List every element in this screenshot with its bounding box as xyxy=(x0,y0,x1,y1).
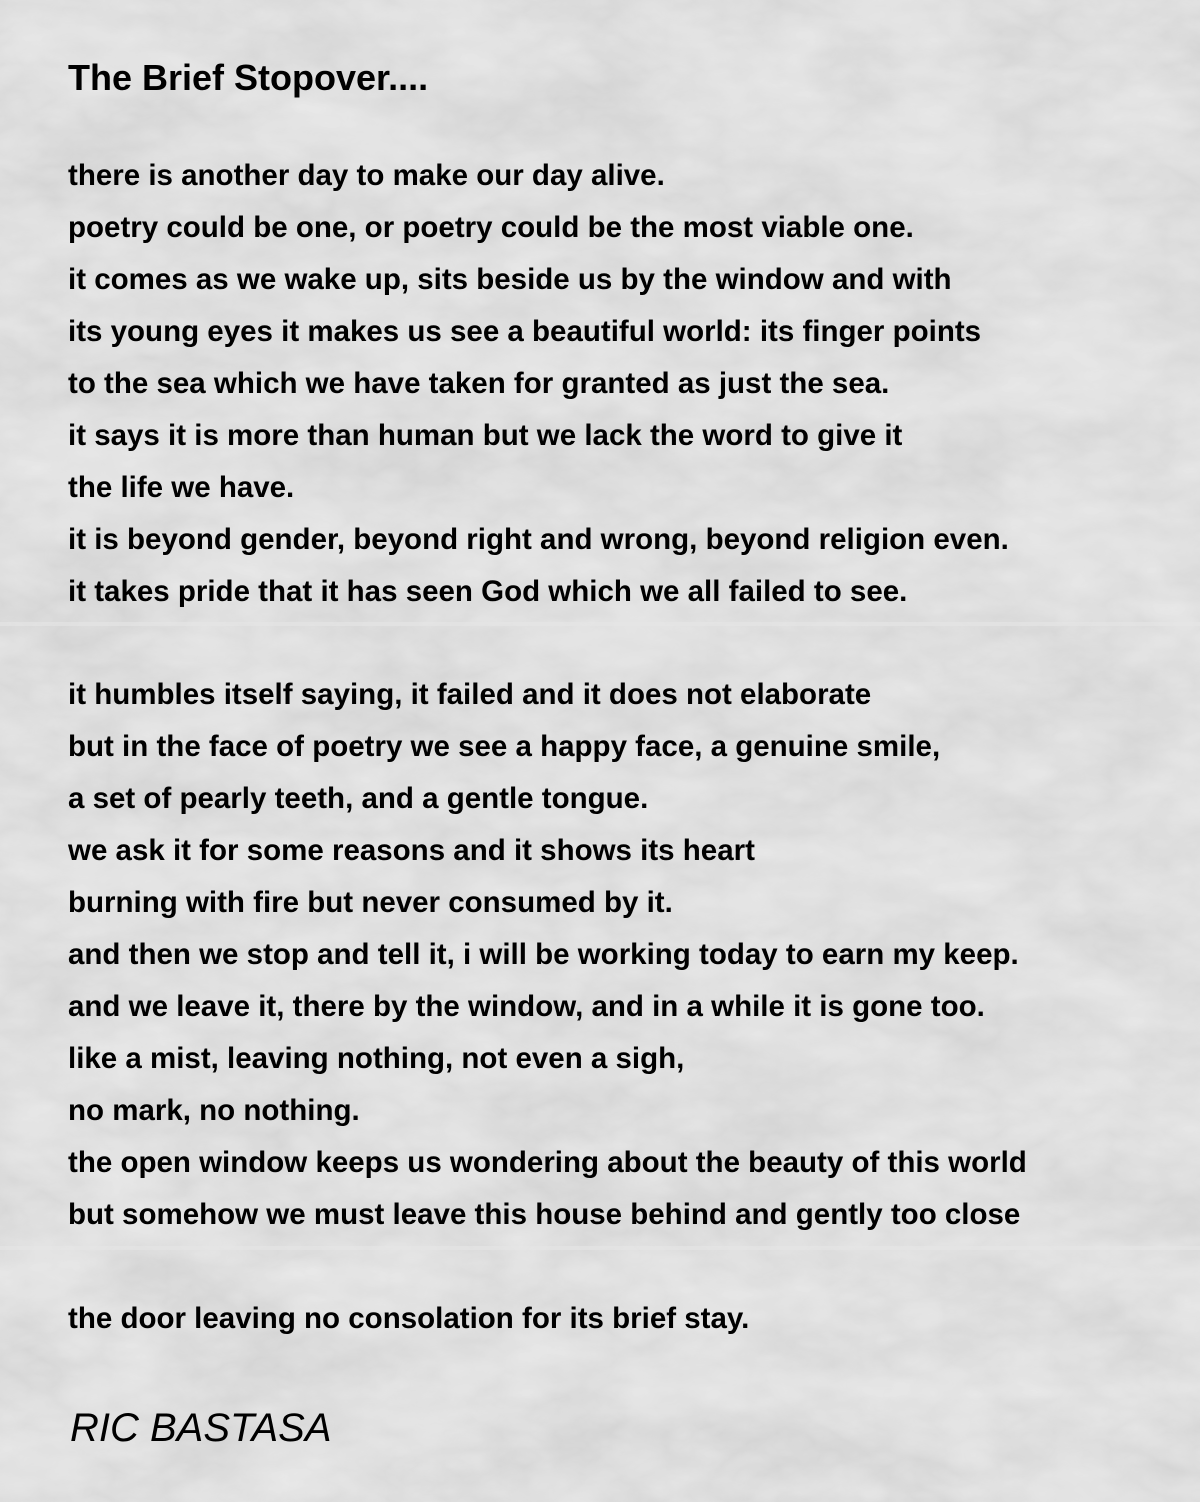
poem-line: no mark, no nothing. xyxy=(68,1094,360,1127)
poem-line: its young eyes it makes us see a beautiful world: its finger points xyxy=(68,315,982,348)
poem-line: it takes pride that it has seen God which we all failed to see. xyxy=(68,575,908,608)
poem-line: to the sea which we have taken for granted as just the sea. xyxy=(68,367,890,400)
poem-line: but in the face of poetry we see a happy face, a genuine smile, xyxy=(68,730,941,763)
stanza-3 xyxy=(68,1293,749,1345)
poem-line: the open window keeps us wondering about the beauty of this world xyxy=(68,1146,1027,1179)
stanza-1 xyxy=(68,150,1009,618)
stanza-2 xyxy=(68,669,1027,1241)
poem-line: it is beyond gender, beyond right and wrong, beyond religion even. xyxy=(68,523,1009,556)
poem-line: poetry could be one, or poetry could be the most viable one. xyxy=(68,211,914,244)
poem-line: the life we have. xyxy=(68,471,295,504)
poem-line: and we leave it, there by the window, and in a while it is gone too. xyxy=(68,990,985,1023)
poem-line: the door leaving no consolation for its brief stay. xyxy=(68,1302,750,1335)
poem-line: there is another day to make our day alive. xyxy=(68,159,665,192)
poem-line: a set of pearly teeth, and a gentle tongue. xyxy=(68,782,649,815)
poem-title: The Brief Stopover.... xyxy=(68,57,429,98)
poem-line: it comes as we wake up, sits beside us by the window and with xyxy=(68,263,952,296)
poem-line: it humbles itself saying, it failed and it does not elaborate xyxy=(68,678,872,711)
poem-author: RIC BASTASA xyxy=(70,1406,332,1450)
poem-line: burning with fire but never consumed by it. xyxy=(68,886,673,919)
poem-line: like a mist, leaving nothing, not even a sigh, xyxy=(68,1042,685,1075)
poem-line: and then we stop and tell it, i will be working today to earn my keep. xyxy=(68,938,1019,971)
poem-line: it says it is more than human but we lack the word to give it xyxy=(68,419,903,452)
poem-line: but somehow we must leave this house behind and gently too close xyxy=(68,1198,1021,1231)
poem-line: we ask it for some reasons and it shows its heart xyxy=(68,834,755,867)
